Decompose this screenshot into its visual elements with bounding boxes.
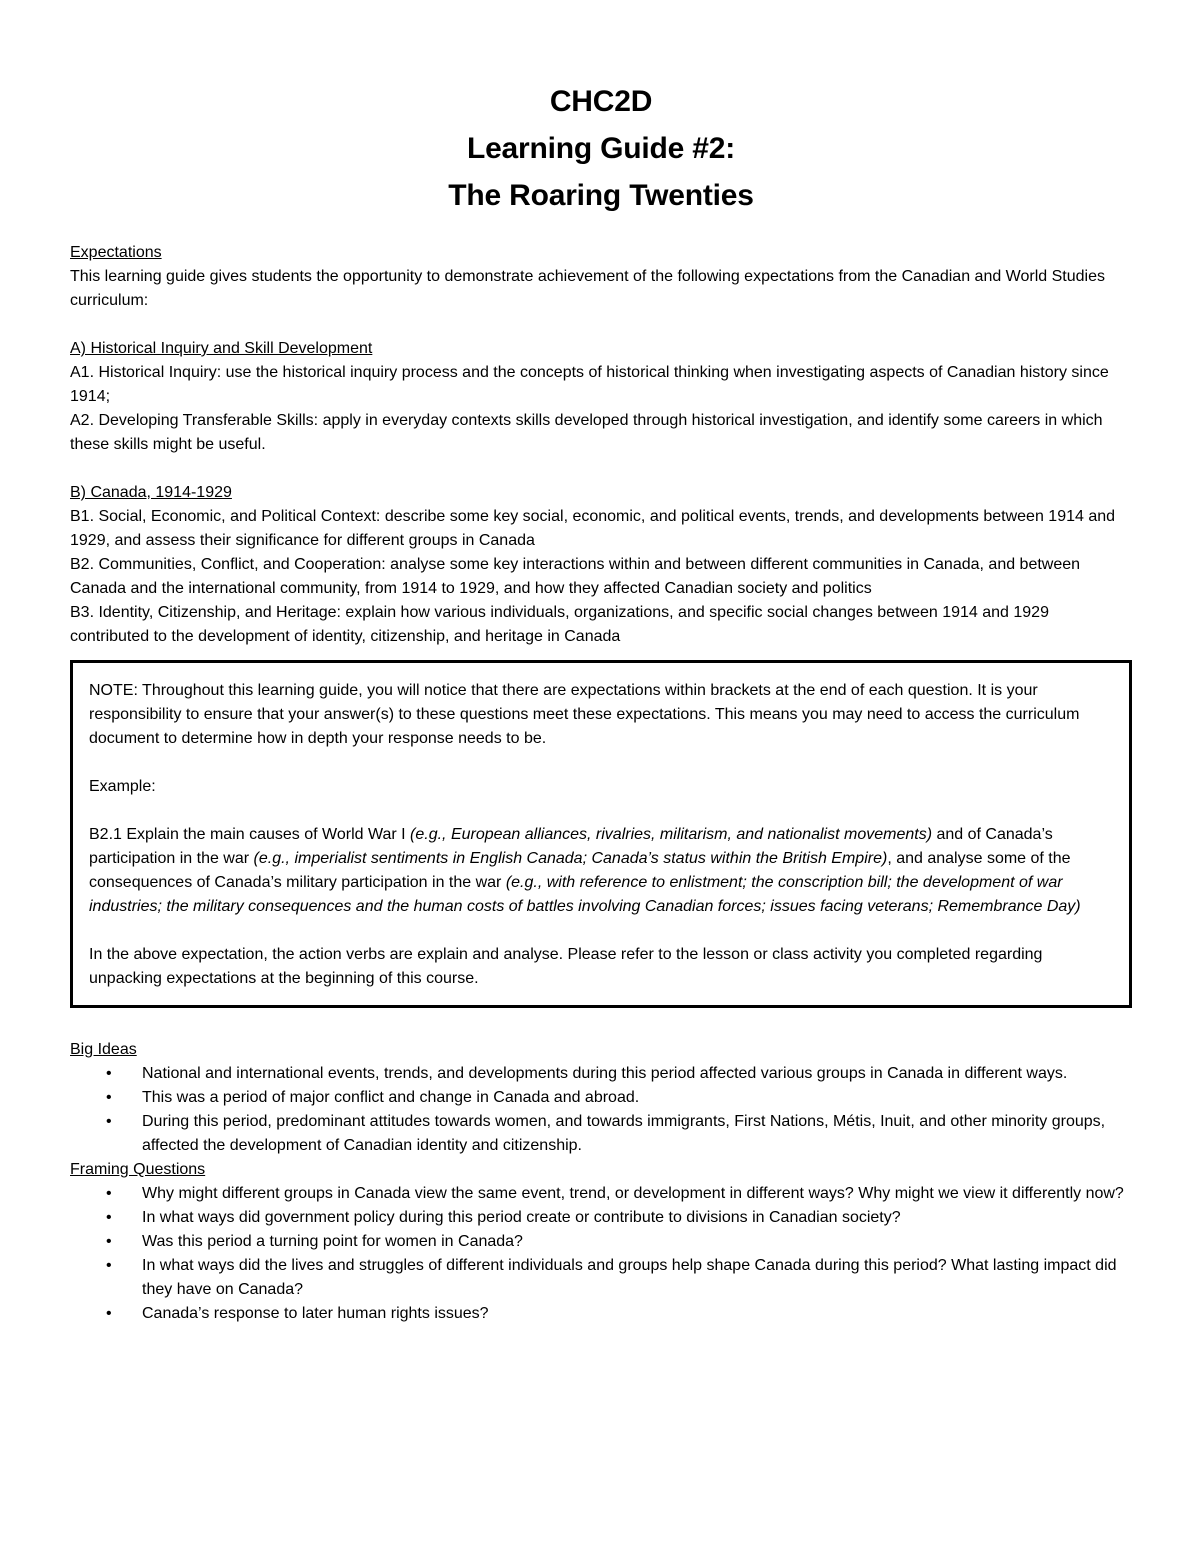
bullet-icon: • [106,1185,112,1202]
example-italic-1: (e.g., European alliances, rivalries, militarism, and nationalist movements) [410,826,933,843]
expectations-heading: Expectations [70,244,162,261]
list-item [106,1302,1132,1326]
example-italic-3: (e.g., with reference to enlistment; the conscription bill; the development of war industries; the military consequences and the human costs of battles involving Canadian forces; issues facing veterans; Remembrance Day) [89,874,1081,915]
example-text-3: , and analyse some of the consequences of Canada’s military participation in the war [89,850,1071,891]
list-item [106,1086,1132,1110]
expectations-intro: This learning guide gives students the opportunity to demonstrate achievement of the following expectations from the Canadian and World Studies curriculum: [70,268,1105,309]
list-item-text: In what ways did government policy during this period create or contribute to divisions in Canadian society? [142,1209,901,1226]
list-item [106,1062,1132,1086]
big-ideas-list [70,1062,1132,1158]
bullet-icon: • [106,1113,112,1130]
strand-a-section [70,337,1132,457]
list-item-text: National and international events, trends, and developments during this period affected various groups in Canada in different ways. [142,1065,1068,1082]
bullet-icon: • [106,1257,112,1274]
big-ideas-section [70,1038,1132,1158]
big-ideas-heading: Big Ideas [70,1041,137,1058]
guide-number: Learning Guide #2: [466,132,736,165]
framing-questions-list [70,1182,1132,1326]
bullet-icon: • [106,1233,112,1250]
bullet-icon: • [106,1065,112,1082]
example-text-1: B2.1 Explain the main causes of World War I [89,826,411,843]
expectation-a1: A1. Historical Inquiry: use the historical inquiry process and the concepts of historical thinking when investigating aspects of Canadian history since 1914; [70,364,1109,405]
example-expectation [89,823,1113,919]
list-item-text: Was this period a turning point for women in Canada? [142,1233,523,1250]
course-code: CHC2D [549,85,653,118]
example-text-2: and of Canada’s participation in the war [89,826,1053,867]
framing-questions-heading: Framing Questions [70,1161,206,1178]
list-item [106,1206,1132,1230]
expectation-b2: B2. Communities, Conflict, and Cooperation: analyse some key interactions within and between different communities in Canada, and between Canada and the international community, from 1914 to 1929, and how they affected Canadian society and politics [70,556,1081,597]
bullet-icon: • [106,1305,112,1322]
list-item-text: This was a period of major conflict and change in Canada and abroad. [142,1089,640,1106]
strand-a-heading: A) Historical Inquiry and Skill Development [70,340,373,357]
expectation-b3: B3. Identity, Citizenship, and Heritage: explain how various individuals, organizations, and specific social changes between 1914 and 1929 contributed to the development of identity, citizenship, and heritage in Canada [70,604,1049,645]
bullet-icon: • [106,1089,112,1106]
list-item-text: Canada’s response to later human rights issues? [142,1305,489,1322]
framing-questions-section [70,1158,1132,1326]
note-intro: NOTE: Throughout this learning guide, you will notice that there are expectations within brackets at the end of each question. It is your responsibility to ensure that your answer(s) to these questions meet these expectations. This means you may need to access the curriculum document to determine how in depth your response needs to be. [89,682,1080,747]
expectation-a2: A2. Developing Transferable Skills: apply in everyday contexts skills developed through historical investigation, and identify some careers in which these skills might be useful. [70,412,1103,453]
list-item [106,1182,1132,1206]
list-item [106,1254,1132,1302]
title-block [70,78,1132,219]
guide-title: The Roaring Twenties [448,179,754,212]
example-italic-2: (e.g., imperialist sentiments in English Canada; Canada’s status within the British Empire) [253,850,888,867]
note-closing: In the above expectation, the action verbs are explain and analyse. Please refer to the lesson or class activity you completed regarding unpacking expectations at the beginning of this course. [89,946,1043,987]
note-box [70,660,1132,1008]
strand-b-section [70,481,1132,649]
list-item-text: In what ways did the lives and struggles of different individuals and groups help shape Canada during this period? What lasting impact did they have on Canada? [142,1257,1117,1298]
bullet-icon: • [106,1209,112,1226]
list-item [106,1230,1132,1254]
expectation-b1: B1. Social, Economic, and Political Context: describe some key social, economic, and political events, trends, and developments between 1914 and 1929, and assess their significance for different groups in Canada [70,508,1116,549]
strand-b-heading: B) Canada, 1914-1929 [70,484,232,501]
list-item [106,1110,1132,1158]
expectations-section [70,241,1132,313]
list-item-text: During this period, predominant attitudes towards women, and towards immigrants, First Nations, Métis, Inuit, and other minority groups, affected the development of Canadian identity and citizenship. [142,1113,1106,1154]
list-item-text: Why might different groups in Canada view the same event, trend, or development in different ways? Why might we view it differently now? [142,1185,1124,1202]
example-label: Example: [89,778,156,795]
